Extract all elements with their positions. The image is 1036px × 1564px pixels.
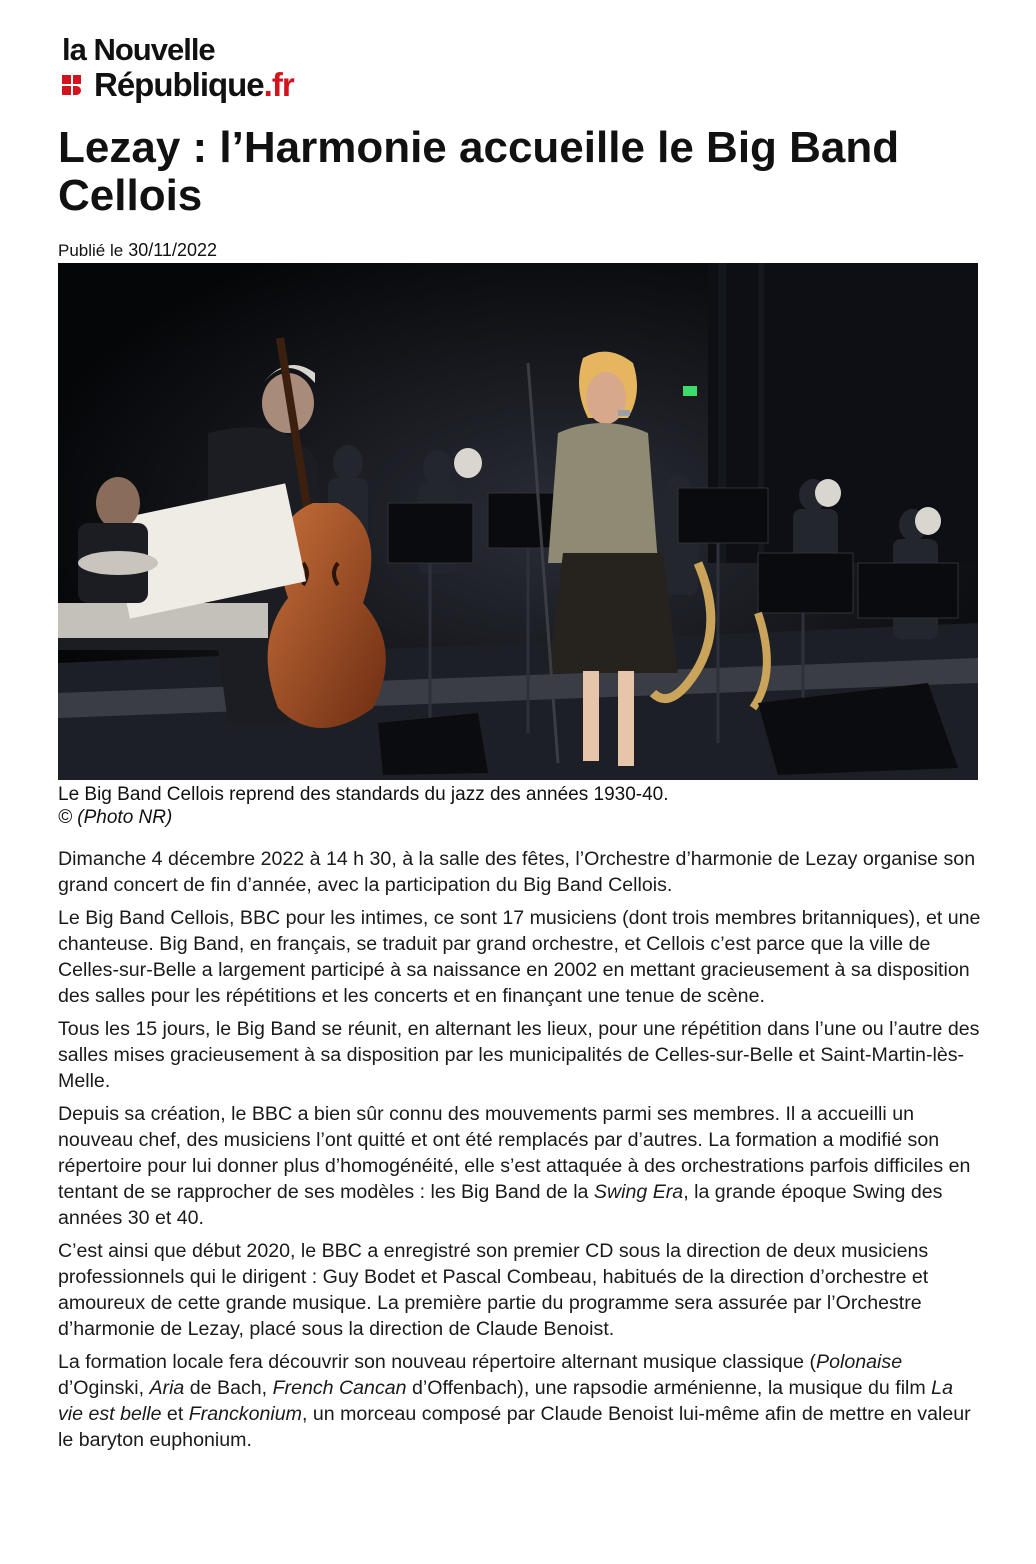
published-date: 30/11/2022 — [128, 240, 217, 260]
paragraph-6 — [58, 1349, 983, 1453]
logo-name: République — [94, 66, 264, 103]
italic-term: Polonaise — [816, 1351, 903, 1373]
article-title: Lezay : l’Harmonie accueille le Big Band Cellois — [58, 123, 900, 220]
paragraph-text: , un morceau composé par Claude Benoist lui-même afin de mettre en valeur le baryton euphonium. — [58, 1403, 971, 1451]
article-photo — [58, 263, 978, 780]
paragraph-5 — [58, 1238, 983, 1342]
paragraph-text: et — [161, 1403, 189, 1425]
published-label: Publié le — [58, 241, 124, 260]
logo-mark-icon — [62, 73, 84, 99]
paragraph-2 — [58, 905, 983, 1009]
photo-caption — [58, 783, 978, 829]
site-logo[interactable] — [62, 34, 322, 104]
logo-line-1: la Nouvelle — [62, 32, 215, 67]
caption-text: Le Big Band Cellois reprend des standards du jazz des années 1930-40. — [58, 784, 669, 805]
italic-term: Franckonium — [188, 1403, 302, 1425]
italic-term: La vie est belle — [58, 1377, 953, 1425]
italic-term: French Cancan — [272, 1377, 407, 1399]
paragraph-1 — [58, 846, 983, 898]
paragraph-4 — [58, 1101, 983, 1231]
publication-date — [58, 240, 217, 261]
italic-term: Swing Era — [593, 1181, 684, 1203]
paragraph-text: Le Big Band Cellois, BBC pour les intimes, ce sont 17 musiciens (dont trois membres britanniques), et une chanteuse. Big Band, en français, se traduit par grand orchestre, et Cellois c’est parce que la ville de Celles-sur-Belle a largement participé à sa naissance en 2002 en mettant gracieusement à sa disposition des salles pour les répétitions et les concerts et en finançant une tenue de scène. — [58, 907, 981, 1007]
logo-tld: .fr — [263, 66, 294, 103]
concert-photo-icon — [58, 263, 978, 780]
logo-line-2 — [62, 68, 294, 101]
article-body — [58, 846, 983, 1460]
paragraph-text: Dimanche 4 décembre 2022 à 14 h 30, à la salle des fêtes, l’Orchestre d’harmonie de Lezay organise son grand concert de fin d’année, avec la participation du Big Band Cellois. — [58, 848, 976, 896]
paragraph-text: C’est ainsi que début 2020, le BBC a enregistré son premier CD sous la direction de deux musiciens professionnels qui le dirigent : Guy Bodet et Pascal Combeau, habitués de la direction d’orchestre et amoureux de cette grande musique. La première partie du programme sera assurée par l’Orchestre d’harmonie de Lezay, placé sous la direction de Claude Benoist. — [58, 1240, 929, 1340]
paragraph-text: Tous les 15 jours, le Big Band se réunit, en alternant les lieux, pour une répétition dans l’une ou l’autre des salles mises gracieusement à sa disposition par les municipalités de Celles-sur-Belle et Saint-Martin-lès-Melle. — [58, 1018, 980, 1092]
paragraph-text: La formation locale fera découvrir son nouveau répertoire alternant musique classique ( — [58, 1351, 817, 1373]
paragraph-text: de Bach, — [184, 1377, 273, 1399]
paragraph-text: d’Offenbach), une rapsodie arménienne, la musique du film — [406, 1377, 932, 1399]
photo-credit: © (Photo NR) — [58, 807, 173, 828]
paragraph-3 — [58, 1016, 983, 1094]
paragraph-text: Depuis sa création, le BBC a bien sûr connu des mouvements parmi ses membres. Il a accueilli un nouveau chef, des musiciens l’ont quitté et ont été remplacés par d’autres. La formation a modifié son répertoire pour lui donner plus d’homogénéité, elle s’est attaquée à des orchestrations parfois difficiles en tentant de se rapprocher de ses modèles : les Big Band de la — [58, 1103, 971, 1203]
paragraph-text: , la grande époque Swing des années 30 et 40. — [58, 1181, 943, 1229]
paragraph-text: d’Oginski, — [58, 1377, 150, 1399]
italic-term: Aria — [149, 1377, 185, 1399]
